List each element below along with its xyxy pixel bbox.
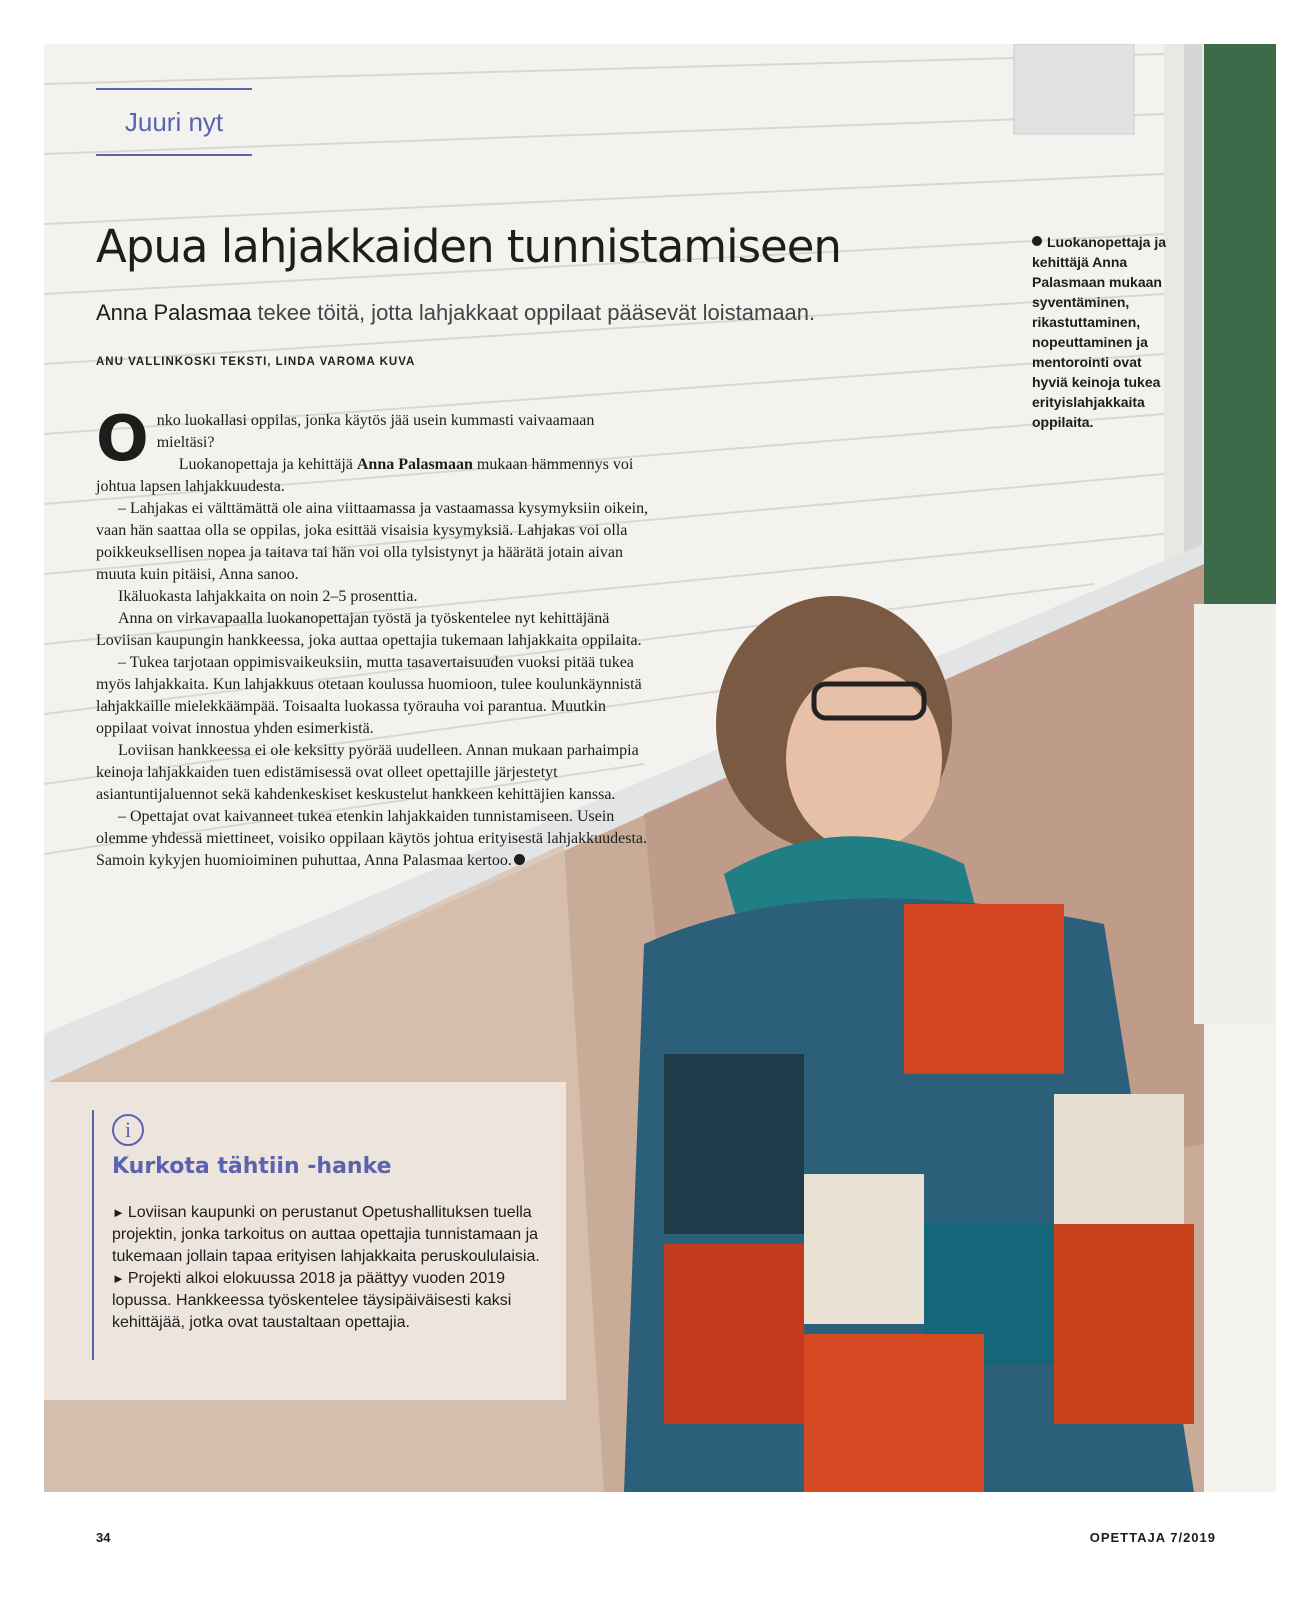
caption-bullet-icon	[1032, 236, 1042, 246]
info-box-rule	[92, 1110, 94, 1360]
end-mark-icon	[514, 854, 525, 865]
paragraph-3: – Lahjakas ei välttämättä ole aina viittaamassa ja vastaamassa kysymyksiin oikein, vaan hän saattaa olla se oppilas, joka esittää visaisia kysymyksiä. Lahjakas voi olla poikkeuksellisen nopea ja taitava tai hän voi olla tylsistynyt ja häärätä jotain aivan muuta kuin pitäisi, Anna sanoo.	[96, 500, 649, 583]
article-standfirst	[96, 300, 916, 326]
paragraph-6: – Tukea tarjotaan oppimisvaikeuksiin, mutta tasavertaisuuden vuoksi pitää tukea myös lahjakkaita. Kun lahjakkuus otetaan koulussa huomioon, tulee koulunkäynnistä lahjakkaille mielekkäämpää. Toisaalta luokassa työrauha voi parantua. Muutkin oppilaat voivat innostua yhden esimerkistä.	[96, 654, 642, 737]
info-icon: i	[112, 1114, 144, 1146]
section-label: Juuri nyt	[124, 106, 224, 137]
caption-text: Luokanopettaja ja kehittäjä Anna Palasmaan mukaan syventäminen, rikastuttaminen, nopeuttaminen ja mentorointi ovat hyviä keinoja tukea erityislahjakkaita oppilaita.	[1032, 234, 1167, 430]
paragraph-4: Ikäluokasta lahjakkaita on noin 2–5 prosenttia.	[118, 588, 418, 605]
triangle-bullet-icon: ►	[112, 1271, 125, 1286]
info-box	[44, 1082, 566, 1400]
info-item-1: ► Loviisan kaupunki on perustanut Opetushallituksen tuella projektin, jonka tarkoitus on auttaa opettajia tunnistamaan ja tukemaan jollain tapaa erityisen lahjakkaita peruskoululaisia.	[112, 1204, 540, 1265]
drop-cap: O	[96, 402, 149, 475]
section-tag	[96, 88, 252, 156]
paragraph-8: – Opettajat ovat kaivanneet tukea etenkin lahjakkaiden tunnistamiseen. Usein olemme yhdessä miettineet, voisiko oppilaan käytös johtua erityisestä lahjakkuudesta. Samoin kykyjen huomioiminen puhuttaa, Anna Palasmaa kertoo.	[96, 808, 647, 869]
info-box-text	[112, 1202, 542, 1334]
paragraph-1: Onko luokallasi oppilas, jonka käytös jää usein kummasti vaivaamaan mieltäsi?	[96, 402, 595, 475]
triangle-bullet-icon: ►	[112, 1205, 125, 1220]
paragraph-7: Loviisan hankkeessa ei ole keksitty pyörää uudelleen. Annan mukaan parhaimpia keinoja lahjakkaiden tuen edistämisessä ovat olleet opettajille järjestetyt asiantuntijaluennot sekä kahdenkeskiset keskustelut hankkeen kehittäjien kanssa.	[96, 742, 639, 803]
paragraph-5: Anna on virkavapaalla luokanopettajan työstä ja työskentelee nyt kehittäjänä Loviisan kaupungin hankkeessa, joka auttaa opettajia tukemaan lahjakkaita oppilaita.	[96, 610, 642, 649]
byline: ANU VALLINKOSKI TEKSTI, LINDA VAROMA KUVA	[96, 356, 416, 368]
page-number: 34	[96, 1530, 111, 1545]
person-name-bold: Anna Palasmaan	[356, 456, 473, 473]
magazine-issue: OPETTAJA 7/2019	[1089, 1530, 1216, 1545]
photo-caption	[1032, 232, 1172, 432]
info-item-2: ► Projekti alkoi elokuussa 2018 ja päättyy vuoden 2019 lopussa. Hankkeessa työskentelee täysipäiväisesti kaksi kehittäjää, jotka ovat taustaltaan opettajia.	[112, 1270, 512, 1331]
paragraph-2: Luokanopettaja ja kehittäjä Anna Palasmaan mukaan hämmennys voi johtua lapsen lahjakkuudesta.	[96, 456, 634, 495]
article-headline: Apua lahjakkaiden tunnistamiseen	[96, 220, 841, 273]
standfirst-text: tekee töitä, jotta lahjakkaat oppilaat pääsevät loistamaan.	[251, 300, 816, 325]
info-box-title: Kurkota tähtiin -hanke	[112, 1154, 392, 1179]
standfirst-name: Anna Palasmaa	[96, 300, 252, 325]
article-body	[96, 402, 656, 872]
